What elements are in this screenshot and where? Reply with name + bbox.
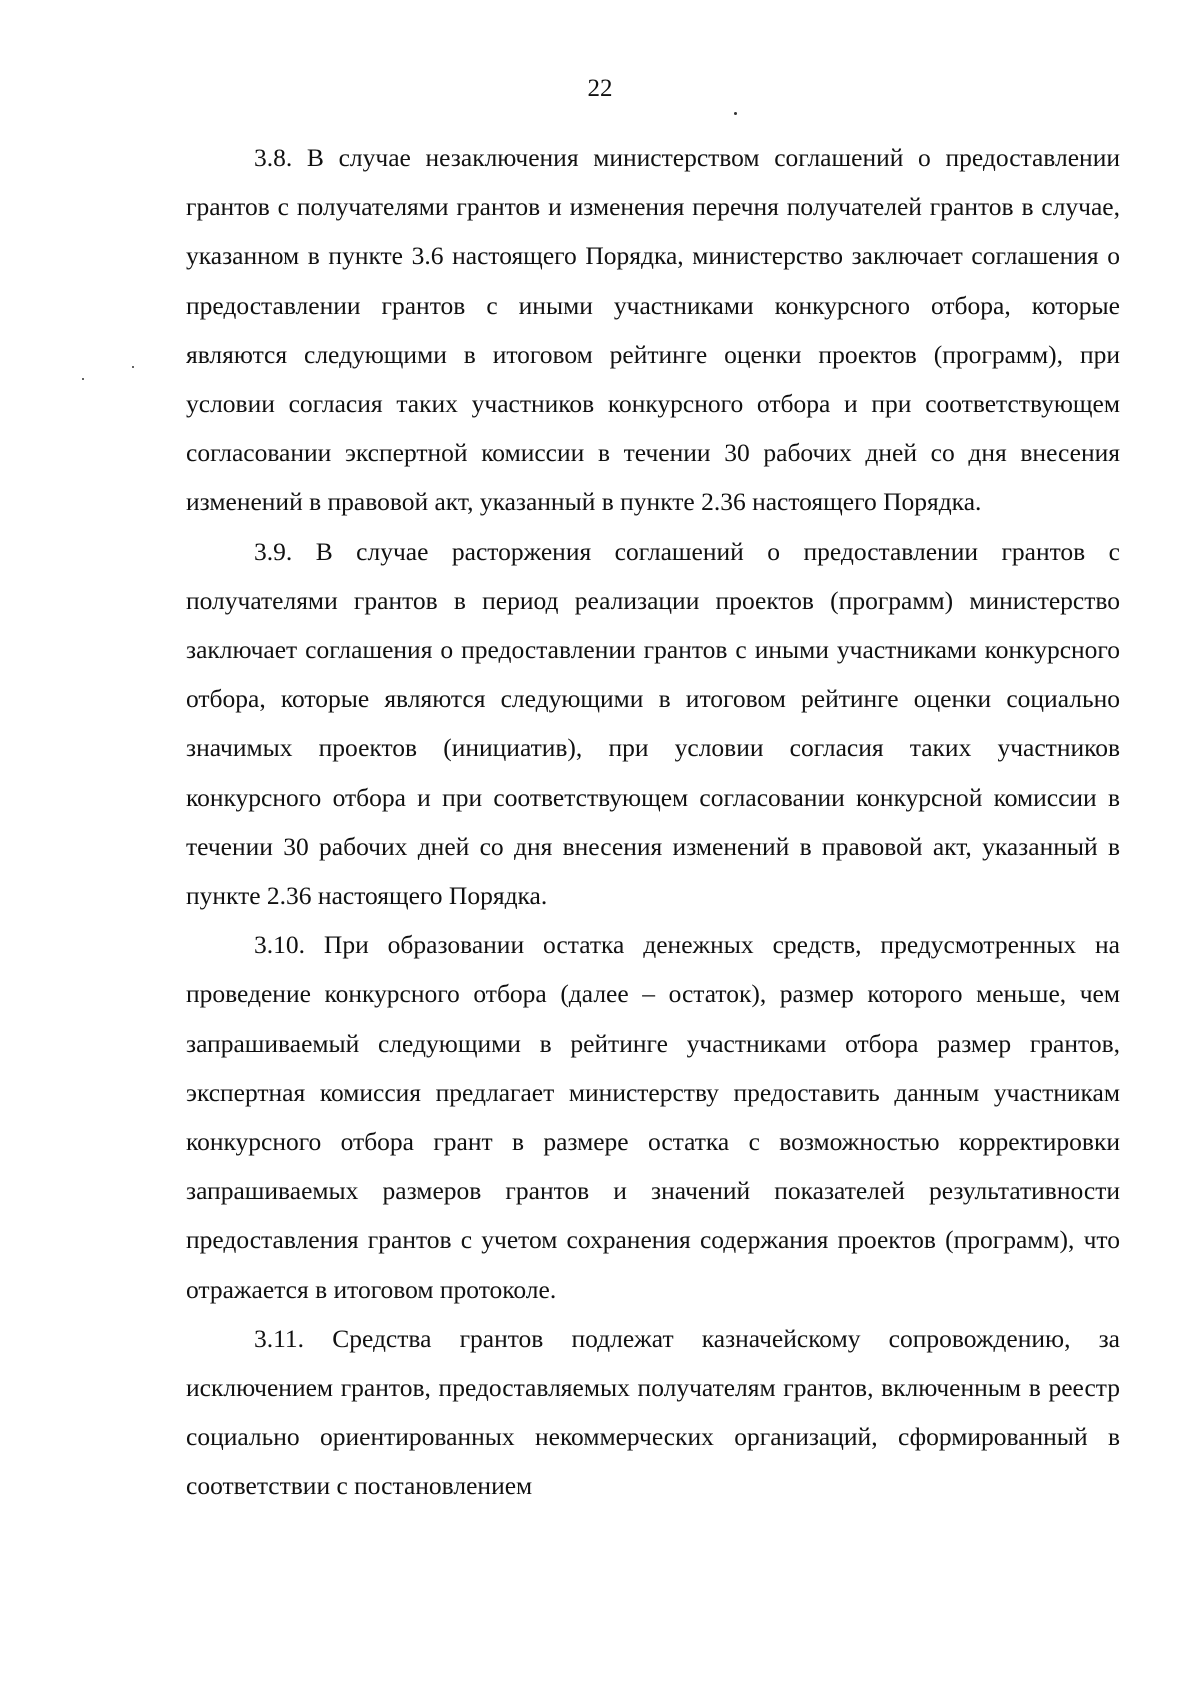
paragraph-3-11: 3.11. Средства грантов подлежат казначейскому сопровождению, за исключением грантов, предоставляемых получателям грантов, включенным в реестр социально ориентированных некоммерческих организаций, сформированный в соответствии с постановлением bbox=[186, 1323, 1120, 1501]
paragraph-3-10: 3.10. При образовании остатка денежных средств, предусмотренных на проведение конкурсного отбора (далее – остаток), размер которого меньше, чем запрашиваемый следующими в рейтинге участниками отбора размер грантов, экспертная комиссия предлагает министерству предоставить данным участникам конкурсного отбора грант в размере остатка с возможностью корректировки запрашиваемых размеров грантов и значений показателей результативности предоставления грантов с учетом сохранения содержания проектов (программ), что отражается в итоговом протоколе. bbox=[186, 930, 1120, 1304]
scan-speck bbox=[734, 112, 737, 115]
paragraph-3-8: 3.8. В случае незаключения министерством соглашений о предоставлении грантов с получателями грантов и изменения перечня получателей грантов в случае, указанном в пункте 3.6 настоящего Порядка, министерство заключает соглашения о предоставлении грантов с иными участниками конкурсного отбора, которые являются следующими в итоговом рейтинге оценки проектов (программ), при условии согласия таких участников конкурсного отбора и при соответствующем согласовании экспертной комиссии в течении 30 рабочих дней со дня внесения изменений в правовой акт, указанный в пункте 2.36 настоящего Порядка. bbox=[186, 143, 1120, 517]
scan-speck bbox=[82, 378, 84, 380]
document-body bbox=[186, 133, 1120, 1511]
page-number: 22 bbox=[587, 75, 613, 102]
scan-speck bbox=[132, 366, 134, 368]
paragraph-3-9: 3.9. В случае расторжения соглашений о предоставлении грантов с получателями грантов в период реализации проектов (программ) министерство заключает соглашения о предоставлении грантов с иными участниками конкурсного отбора, которые являются следующими в итоговом рейтинге оценки социально значимых проектов (инициатив), при условии согласия таких участников конкурсного отбора и при соответствующем согласовании конкурсной комиссии в течении 30 рабочих дней со дня внесения изменений в правовой акт, указанный в пункте 2.36 настоящего Порядка. bbox=[186, 536, 1120, 911]
